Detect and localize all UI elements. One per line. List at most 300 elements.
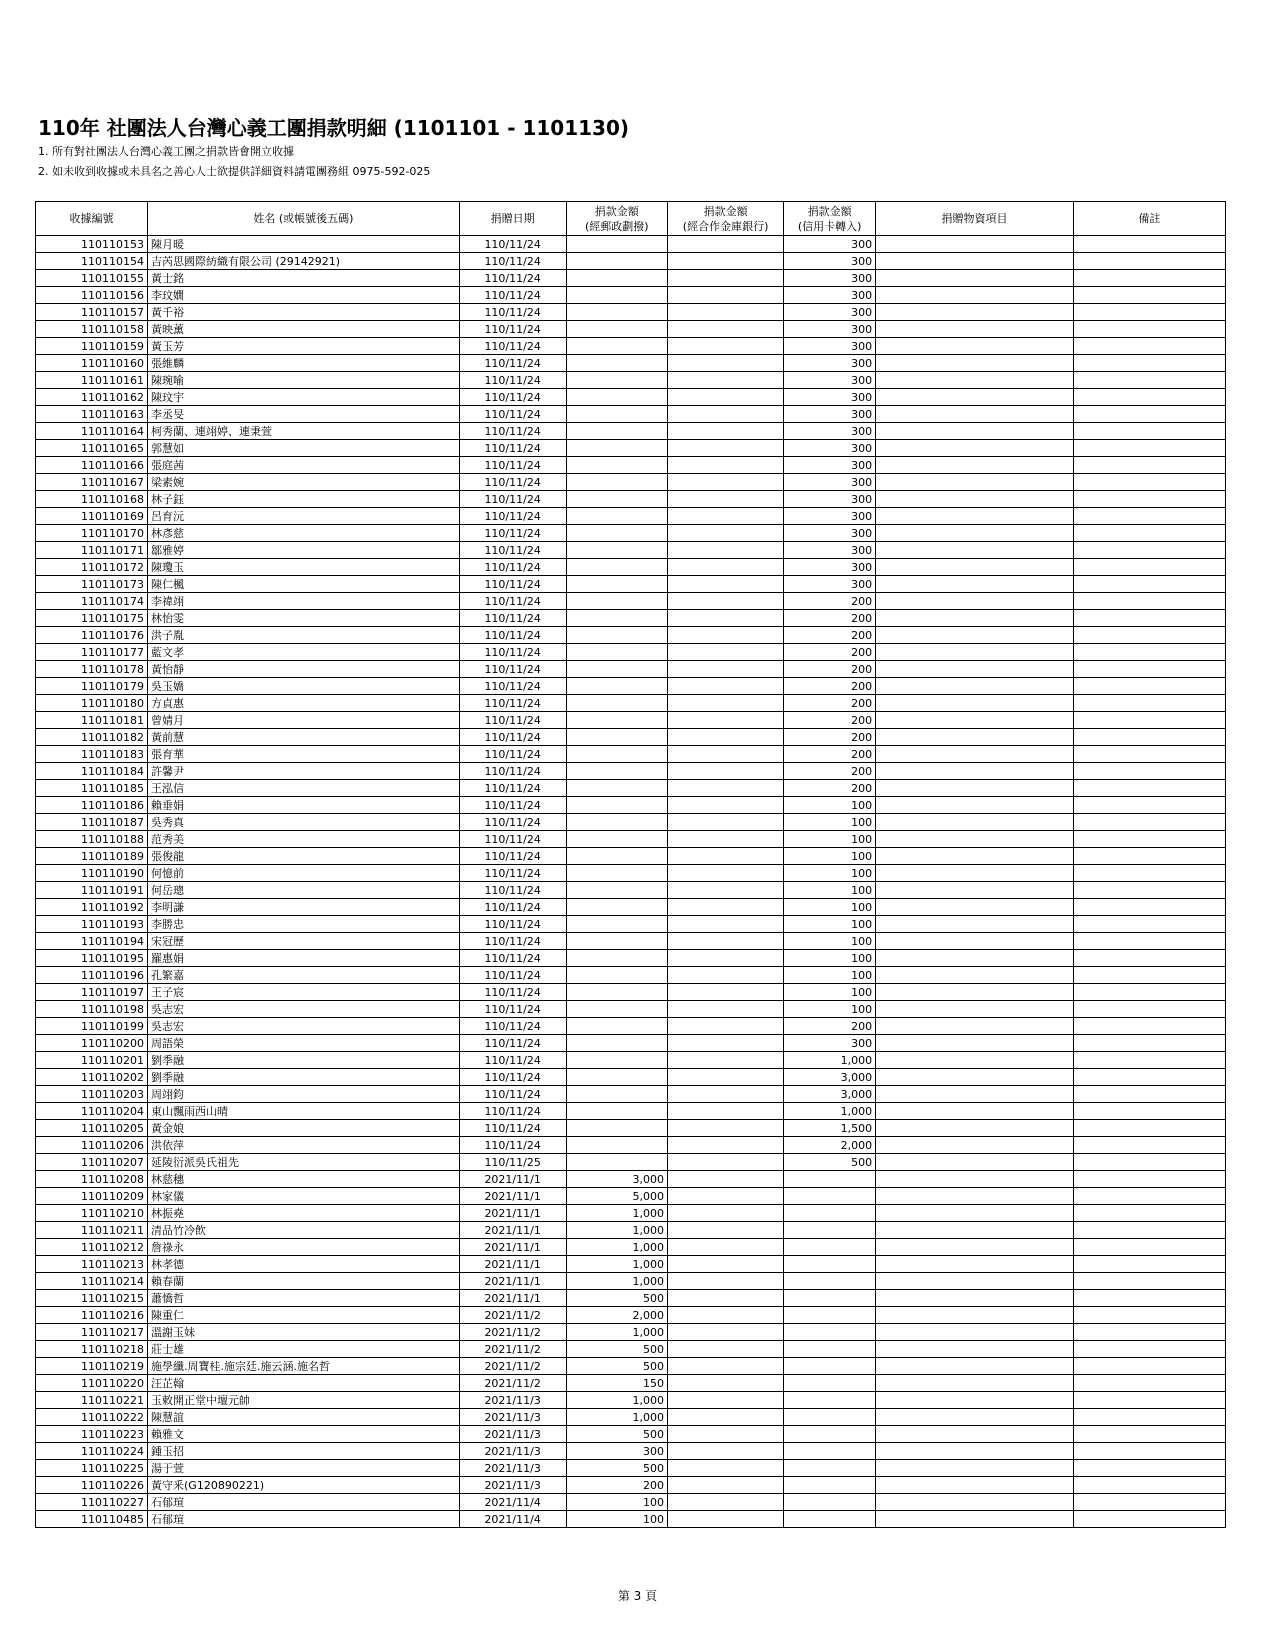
- bank-amount-cell: [667, 1103, 783, 1120]
- postal-amount-cell: [566, 610, 667, 627]
- table-row: [36, 865, 1226, 882]
- receipt-no-cell: 110110170: [36, 525, 148, 542]
- donor-name-cell: 范秀美: [148, 831, 460, 848]
- postal-amount-cell: [566, 525, 667, 542]
- items-cell: [876, 1018, 1074, 1035]
- items-cell: [876, 627, 1074, 644]
- postal-amount-cell: [566, 474, 667, 491]
- date-cell: 2021/11/1: [459, 1222, 566, 1239]
- receipt-no-cell: 110110187: [36, 814, 148, 831]
- date-cell: 110/11/24: [459, 253, 566, 270]
- header-remarks: 備註: [1073, 202, 1225, 236]
- donor-name-cell: 陳重仁: [148, 1307, 460, 1324]
- postal-amount-cell: [566, 1052, 667, 1069]
- items-cell: [876, 814, 1074, 831]
- credit-card-amount-cell: 200: [784, 712, 876, 729]
- receipt-no-cell: 110110221: [36, 1392, 148, 1409]
- donor-name-cell: 吳志宏: [148, 1001, 460, 1018]
- credit-card-amount-cell: 100: [784, 967, 876, 984]
- donor-name-cell: 黃千裕: [148, 304, 460, 321]
- table-row: [36, 423, 1226, 440]
- postal-amount-cell: [566, 933, 667, 950]
- receipt-no-cell: 110110154: [36, 253, 148, 270]
- postal-amount-cell: 1,000: [566, 1392, 667, 1409]
- items-cell: [876, 1426, 1074, 1443]
- donation-table: [35, 201, 1226, 1528]
- receipt-no-cell: 110110161: [36, 372, 148, 389]
- table-row: [36, 1273, 1226, 1290]
- donor-name-cell: 黃守釆(G120890221): [148, 1477, 460, 1494]
- date-cell: 110/11/24: [459, 916, 566, 933]
- credit-card-amount-cell: 200: [784, 746, 876, 763]
- credit-card-amount-cell: 1,000: [784, 1052, 876, 1069]
- donor-name-cell: 林孝德: [148, 1256, 460, 1273]
- credit-card-amount-cell: 300: [784, 406, 876, 423]
- credit-card-amount-cell: 200: [784, 780, 876, 797]
- donor-name-cell: 清品竹冷飲: [148, 1222, 460, 1239]
- bank-amount-cell: [667, 474, 783, 491]
- table-row: [36, 474, 1226, 491]
- table-row: [36, 593, 1226, 610]
- credit-card-amount-cell: 1,000: [784, 1103, 876, 1120]
- receipt-no-cell: 110110212: [36, 1239, 148, 1256]
- items-cell: [876, 763, 1074, 780]
- postal-amount-cell: 150: [566, 1375, 667, 1392]
- bank-amount-cell: [667, 1035, 783, 1052]
- receipt-no-cell: 110110189: [36, 848, 148, 865]
- postal-amount-cell: [566, 780, 667, 797]
- postal-amount-cell: [566, 644, 667, 661]
- date-cell: 110/11/24: [459, 729, 566, 746]
- donor-name-cell: 吳秀真: [148, 814, 460, 831]
- donor-name-cell: 黃前慧: [148, 729, 460, 746]
- credit-card-amount-cell: [784, 1460, 876, 1477]
- items-cell: [876, 610, 1074, 627]
- bank-amount-cell: [667, 865, 783, 882]
- postal-amount-cell: [566, 1103, 667, 1120]
- bank-amount-cell: [667, 848, 783, 865]
- header-amount-credit-card: 捐款金額 (信用卡轉入): [784, 202, 876, 236]
- table-row: [36, 253, 1226, 270]
- table-row: [36, 967, 1226, 984]
- donor-name-cell: 郭慧如: [148, 440, 460, 457]
- receipt-no-cell: 110110168: [36, 491, 148, 508]
- items-cell: [876, 1443, 1074, 1460]
- remarks-cell: [1073, 780, 1225, 797]
- bank-amount-cell: [667, 899, 783, 916]
- postal-amount-cell: [566, 831, 667, 848]
- remarks-cell: [1073, 644, 1225, 661]
- receipt-no-cell: 110110173: [36, 576, 148, 593]
- items-cell: [876, 1358, 1074, 1375]
- table-row: [36, 678, 1226, 695]
- table-row: [36, 1426, 1226, 1443]
- credit-card-amount-cell: [784, 1494, 876, 1511]
- remarks-cell: [1073, 491, 1225, 508]
- credit-card-amount-cell: 300: [784, 1035, 876, 1052]
- credit-card-amount-cell: [784, 1392, 876, 1409]
- receipt-no-cell: 110110178: [36, 661, 148, 678]
- items-cell: [876, 1120, 1074, 1137]
- table-row: [36, 610, 1226, 627]
- credit-card-amount-cell: [784, 1443, 876, 1460]
- items-cell: [876, 491, 1074, 508]
- bank-amount-cell: [667, 1324, 783, 1341]
- remarks-cell: [1073, 933, 1225, 950]
- postal-amount-cell: 100: [566, 1511, 667, 1528]
- remarks-cell: [1073, 899, 1225, 916]
- receipt-no-cell: 110110182: [36, 729, 148, 746]
- credit-card-amount-cell: 200: [784, 627, 876, 644]
- donor-name-cell: 鍾玉招: [148, 1443, 460, 1460]
- items-cell: [876, 1460, 1074, 1477]
- donor-name-cell: 黃金娘: [148, 1120, 460, 1137]
- items-cell: [876, 1375, 1074, 1392]
- date-cell: 110/11/24: [459, 984, 566, 1001]
- receipt-no-cell: 110110181: [36, 712, 148, 729]
- postal-amount-cell: 1,000: [566, 1222, 667, 1239]
- donor-name-cell: 李禕翊: [148, 593, 460, 610]
- bank-amount-cell: [667, 355, 783, 372]
- remarks-cell: [1073, 1409, 1225, 1426]
- table-row: [36, 457, 1226, 474]
- items-cell: [876, 406, 1074, 423]
- bank-amount-cell: [667, 372, 783, 389]
- receipt-no-cell: 110110175: [36, 610, 148, 627]
- date-cell: 110/11/24: [459, 1035, 566, 1052]
- donor-name-cell: 莊士雄: [148, 1341, 460, 1358]
- remarks-cell: [1073, 508, 1225, 525]
- bank-amount-cell: [667, 1001, 783, 1018]
- receipt-no-cell: 110110217: [36, 1324, 148, 1341]
- donor-name-cell: 蕭憍哲: [148, 1290, 460, 1307]
- postal-amount-cell: [566, 627, 667, 644]
- remarks-cell: [1073, 1358, 1225, 1375]
- bank-amount-cell: [667, 406, 783, 423]
- receipt-no-cell: 110110155: [36, 270, 148, 287]
- items-cell: [876, 1239, 1074, 1256]
- bank-amount-cell: [667, 1120, 783, 1137]
- postal-amount-cell: [566, 865, 667, 882]
- receipt-no-cell: 110110160: [36, 355, 148, 372]
- receipt-no-cell: 110110218: [36, 1341, 148, 1358]
- donor-name-cell: 孔繁嘉: [148, 967, 460, 984]
- donor-name-cell: 林家儀: [148, 1188, 460, 1205]
- bank-amount-cell: [667, 270, 783, 287]
- items-cell: [876, 474, 1074, 491]
- items-cell: [876, 1256, 1074, 1273]
- remarks-cell: [1073, 1222, 1225, 1239]
- bank-amount-cell: [667, 831, 783, 848]
- credit-card-amount-cell: 300: [784, 559, 876, 576]
- donor-name-cell: 玉敕開正堂中壇元帥: [148, 1392, 460, 1409]
- date-cell: 2021/11/3: [459, 1426, 566, 1443]
- donor-name-cell: 湯于萱: [148, 1460, 460, 1477]
- credit-card-amount-cell: [784, 1239, 876, 1256]
- donor-name-cell: 李勝忠: [148, 916, 460, 933]
- table-row: [36, 270, 1226, 287]
- remarks-cell: [1073, 1392, 1225, 1409]
- date-cell: 110/11/24: [459, 525, 566, 542]
- postal-amount-cell: [566, 542, 667, 559]
- table-row: [36, 797, 1226, 814]
- table-row: [36, 355, 1226, 372]
- date-cell: 110/11/24: [459, 950, 566, 967]
- credit-card-amount-cell: 300: [784, 423, 876, 440]
- donor-name-cell: 劉季融: [148, 1069, 460, 1086]
- remarks-cell: [1073, 1171, 1225, 1188]
- items-cell: [876, 933, 1074, 950]
- table-row: [36, 1392, 1226, 1409]
- remarks-cell: [1073, 1460, 1225, 1477]
- postal-amount-cell: [566, 950, 667, 967]
- postal-amount-cell: [566, 899, 667, 916]
- date-cell: 110/11/24: [459, 1052, 566, 1069]
- table-row: [36, 950, 1226, 967]
- credit-card-amount-cell: 100: [784, 848, 876, 865]
- donor-name-cell: 曾婧月: [148, 712, 460, 729]
- table-row: [36, 1324, 1226, 1341]
- credit-card-amount-cell: [784, 1256, 876, 1273]
- postal-amount-cell: 1,000: [566, 1273, 667, 1290]
- donor-name-cell: 鄒雅婷: [148, 542, 460, 559]
- donor-name-cell: 林彥慈: [148, 525, 460, 542]
- postal-amount-cell: [566, 848, 667, 865]
- table-row: [36, 627, 1226, 644]
- remarks-cell: [1073, 1120, 1225, 1137]
- date-cell: 2021/11/4: [459, 1494, 566, 1511]
- donor-name-cell: 詹祿永: [148, 1239, 460, 1256]
- date-cell: 110/11/24: [459, 440, 566, 457]
- remarks-cell: [1073, 253, 1225, 270]
- bank-amount-cell: [667, 338, 783, 355]
- receipt-no-cell: 110110186: [36, 797, 148, 814]
- receipt-no-cell: 110110205: [36, 1120, 148, 1137]
- bank-amount-cell: [667, 1290, 783, 1307]
- postal-amount-cell: 200: [566, 1477, 667, 1494]
- table-row: [36, 1460, 1226, 1477]
- postal-amount-cell: [566, 508, 667, 525]
- bank-amount-cell: [667, 389, 783, 406]
- items-cell: [876, 1052, 1074, 1069]
- date-cell: 110/11/24: [459, 372, 566, 389]
- postal-amount-cell: [566, 1120, 667, 1137]
- bank-amount-cell: [667, 236, 783, 253]
- date-cell: 110/11/24: [459, 899, 566, 916]
- bank-amount-cell: [667, 814, 783, 831]
- bank-amount-cell: [667, 644, 783, 661]
- donor-name-cell: 陳玟宇: [148, 389, 460, 406]
- credit-card-amount-cell: [784, 1375, 876, 1392]
- table-row: [36, 882, 1226, 899]
- remarks-cell: [1073, 1205, 1225, 1222]
- date-cell: 2021/11/1: [459, 1188, 566, 1205]
- donor-name-cell: 賴垂娟: [148, 797, 460, 814]
- receipt-no-cell: 110110157: [36, 304, 148, 321]
- items-cell: [876, 457, 1074, 474]
- remarks-cell: [1073, 678, 1225, 695]
- items-cell: [876, 1069, 1074, 1086]
- table-row: [36, 440, 1226, 457]
- bank-amount-cell: [667, 797, 783, 814]
- credit-card-amount-cell: 100: [784, 882, 876, 899]
- remarks-cell: [1073, 848, 1225, 865]
- table-row: [36, 1001, 1226, 1018]
- bank-amount-cell: [667, 542, 783, 559]
- postal-amount-cell: 1,000: [566, 1205, 667, 1222]
- postal-amount-cell: 500: [566, 1426, 667, 1443]
- donor-name-cell: 許馨尹: [148, 763, 460, 780]
- items-cell: [876, 644, 1074, 661]
- donor-name-cell: 吳志宏: [148, 1018, 460, 1035]
- items-cell: [876, 1171, 1074, 1188]
- bank-amount-cell: [667, 1494, 783, 1511]
- credit-card-amount-cell: [784, 1290, 876, 1307]
- credit-card-amount-cell: [784, 1324, 876, 1341]
- credit-card-amount-cell: 200: [784, 678, 876, 695]
- date-cell: 110/11/24: [459, 831, 566, 848]
- header-donated-items: 捐贈物資項目: [876, 202, 1074, 236]
- donor-name-cell: 吉芮思國際紡織有限公司 (29142921): [148, 253, 460, 270]
- table-row: [36, 1256, 1226, 1273]
- bank-amount-cell: [667, 933, 783, 950]
- table-row: [36, 559, 1226, 576]
- bank-amount-cell: [667, 1409, 783, 1426]
- receipt-no-cell: 110110201: [36, 1052, 148, 1069]
- receipt-no-cell: 110110191: [36, 882, 148, 899]
- remarks-cell: [1073, 355, 1225, 372]
- remarks-cell: [1073, 1290, 1225, 1307]
- credit-card-amount-cell: 3,000: [784, 1086, 876, 1103]
- items-cell: [876, 882, 1074, 899]
- donor-name-cell: 呂育沅: [148, 508, 460, 525]
- credit-card-amount-cell: 100: [784, 831, 876, 848]
- credit-card-amount-cell: 300: [784, 457, 876, 474]
- donor-name-cell: 黃玉芳: [148, 338, 460, 355]
- remarks-cell: [1073, 1188, 1225, 1205]
- donor-name-cell: 汪芷翰: [148, 1375, 460, 1392]
- donor-name-cell: 洪依萍: [148, 1137, 460, 1154]
- receipt-no-cell: 110110223: [36, 1426, 148, 1443]
- table-row: [36, 525, 1226, 542]
- date-cell: 2021/11/1: [459, 1273, 566, 1290]
- header-amount-bank: 捐款金額 (經合作金庫銀行): [667, 202, 783, 236]
- receipt-no-cell: 110110213: [36, 1256, 148, 1273]
- postal-amount-cell: [566, 270, 667, 287]
- table-row: [36, 287, 1226, 304]
- postal-amount-cell: [566, 338, 667, 355]
- credit-card-amount-cell: [784, 1358, 876, 1375]
- receipt-no-cell: 110110164: [36, 423, 148, 440]
- remarks-cell: [1073, 1511, 1225, 1528]
- postal-amount-cell: [566, 916, 667, 933]
- credit-card-amount-cell: 100: [784, 814, 876, 831]
- credit-card-amount-cell: [784, 1273, 876, 1290]
- credit-card-amount-cell: 300: [784, 372, 876, 389]
- receipt-no-cell: 110110198: [36, 1001, 148, 1018]
- table-row: [36, 1069, 1226, 1086]
- table-row: [36, 695, 1226, 712]
- receipt-no-cell: 110110194: [36, 933, 148, 950]
- postal-amount-cell: [566, 814, 667, 831]
- receipt-no-cell: 110110163: [36, 406, 148, 423]
- remarks-cell: [1073, 576, 1225, 593]
- items-cell: [876, 1137, 1074, 1154]
- items-cell: [876, 236, 1074, 253]
- receipt-no-cell: 110110197: [36, 984, 148, 1001]
- credit-card-amount-cell: 100: [784, 865, 876, 882]
- credit-card-amount-cell: 300: [784, 236, 876, 253]
- postal-amount-cell: [566, 559, 667, 576]
- remarks-cell: [1073, 627, 1225, 644]
- receipt-no-cell: 110110225: [36, 1460, 148, 1477]
- bank-amount-cell: [667, 950, 783, 967]
- date-cell: 110/11/24: [459, 304, 566, 321]
- receipt-no-cell: 110110220: [36, 1375, 148, 1392]
- table-row: [36, 1120, 1226, 1137]
- bank-amount-cell: [667, 457, 783, 474]
- postal-amount-cell: [566, 1154, 667, 1171]
- postal-amount-cell: [566, 236, 667, 253]
- items-cell: [876, 440, 1074, 457]
- receipt-no-cell: 110110183: [36, 746, 148, 763]
- bank-amount-cell: [667, 712, 783, 729]
- donor-name-cell: 李玟嫺: [148, 287, 460, 304]
- donor-name-cell: 周語榮: [148, 1035, 460, 1052]
- table-row: [36, 1205, 1226, 1222]
- donor-name-cell: 陳仁楓: [148, 576, 460, 593]
- remarks-cell: [1073, 542, 1225, 559]
- donor-name-cell: 方貞惠: [148, 695, 460, 712]
- items-cell: [876, 542, 1074, 559]
- remarks-cell: [1073, 831, 1225, 848]
- donor-name-cell: 石郁瑄: [148, 1494, 460, 1511]
- postal-amount-cell: 500: [566, 1290, 667, 1307]
- date-cell: 110/11/24: [459, 236, 566, 253]
- items-cell: [876, 1188, 1074, 1205]
- date-cell: 110/11/24: [459, 1086, 566, 1103]
- table-row: [36, 1511, 1226, 1528]
- items-cell: [876, 967, 1074, 984]
- date-cell: 2021/11/1: [459, 1171, 566, 1188]
- credit-card-amount-cell: 200: [784, 763, 876, 780]
- donor-name-cell: 林子鈺: [148, 491, 460, 508]
- donor-name-cell: 宋冠歷: [148, 933, 460, 950]
- receipt-no-cell: 110110196: [36, 967, 148, 984]
- items-cell: [876, 1205, 1074, 1222]
- credit-card-amount-cell: 100: [784, 797, 876, 814]
- date-cell: 110/11/24: [459, 338, 566, 355]
- remarks-cell: [1073, 389, 1225, 406]
- postal-amount-cell: [566, 253, 667, 270]
- remarks-cell: [1073, 1154, 1225, 1171]
- receipt-no-cell: 110110208: [36, 1171, 148, 1188]
- date-cell: 110/11/24: [459, 389, 566, 406]
- postal-amount-cell: [566, 797, 667, 814]
- table-row: [36, 321, 1226, 338]
- remarks-cell: [1073, 1375, 1225, 1392]
- table-row: [36, 338, 1226, 355]
- bank-amount-cell: [667, 1154, 783, 1171]
- receipt-no-cell: 110110158: [36, 321, 148, 338]
- date-cell: 110/11/24: [459, 1069, 566, 1086]
- table-row: [36, 712, 1226, 729]
- credit-card-amount-cell: 300: [784, 474, 876, 491]
- items-cell: [876, 1086, 1074, 1103]
- remarks-cell: [1073, 865, 1225, 882]
- bank-amount-cell: [667, 882, 783, 899]
- table-row: [36, 933, 1226, 950]
